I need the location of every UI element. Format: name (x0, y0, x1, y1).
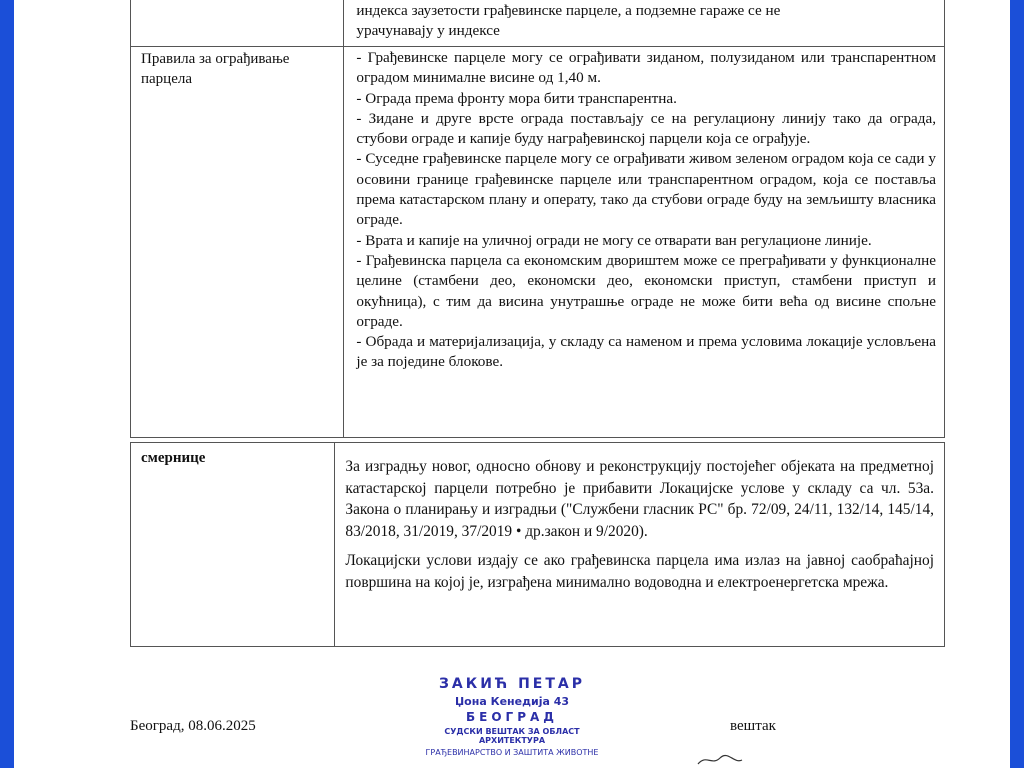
right-border-bar (1010, 0, 1024, 768)
row-label-cell (131, 443, 335, 647)
text-line: урачунавају у индексе (356, 22, 500, 40)
paragraph: За изградњу новог, односно обнову и реконструкцију постојећег објеката на предметној катастарској парцели потребно је прибавити Локацијске услове у складу са чл. 53а. Закона о планирању и изградњи ("Службени гласник РС" бр. 72/09, 24/11, 132/14, 145/14, 83/2018, 31/2019, 37/2019 • др.закон и 9/2020). (345, 458, 934, 540)
row-label: парцела (141, 71, 193, 87)
table-row (131, 443, 945, 647)
bullet-item: - Суседне грађевинске парцеле могу се ограђивати живом зеленом оградом која се сади у осовини границе грађевинске парцеле или транспарентном оградом, која се поставља према катастарском плану и операту, тако да стубови ограде буду на земљишту власника ограде. (356, 150, 936, 229)
row-label: Правила за ограђивање (141, 51, 290, 67)
signature-mark-icon (694, 752, 774, 768)
bullet-item: - Ограда према фронту мора бити транспарентна. (356, 89, 677, 107)
stamp-street: Џона Кенедија 43 (454, 695, 570, 708)
table-cell-empty (131, 0, 344, 47)
stamp-name: ЗАКИЋ ПЕТАР (438, 676, 586, 692)
text-line: индекса заузетости грађевинске парцеле, а подземне гараже се не (356, 2, 781, 19)
bullet-item: - Грађевинска парцела са економским двориштем може се преграђивати у функционалне целине (стамбени део, економски део, економски приступ, стамбени приступ и окућница), с тим да висина унутрашње ограде не може бити већа од висине спољне ограде. (356, 251, 936, 330)
left-border-bar (0, 0, 14, 768)
stamp-city: БЕОГРАД (466, 710, 558, 724)
official-stamp (412, 676, 612, 757)
bullet-item: - Зидане и друге врсте ограда постављају се на регулациону линију тако да ограда, стубови ограде и капије буду награђевинској парцели која се ограђује. (356, 109, 936, 148)
bullet-item: - Врата и капије на уличној огради не могу се отварати ван регулационе линије. (356, 231, 872, 249)
bullet-item: - Обрада и материјализација, у складу са наменом и према условима локације условљена је за поједине блокове. (356, 333, 936, 371)
signature-label: вештак (730, 718, 776, 734)
bullet-item: - Грађевинске парцеле могу се ограђивати зиданом, полузиданом или транспарентном оградом минималне висине од 1,40 м. (356, 49, 936, 87)
table-row (131, 0, 945, 47)
row-label: смернице (141, 450, 206, 466)
stamp-title: СУДСКИ ВЕШТАК ЗА ОБЛАСТ АРХИТЕКТУРА (444, 727, 580, 745)
fencing-rules-cell (344, 47, 945, 438)
row-label-cell (131, 47, 344, 438)
guidelines-table (130, 442, 945, 647)
regulations-table (130, 0, 945, 438)
guidelines-cell (335, 443, 945, 647)
document-page (14, 0, 1010, 768)
stamp-small-text: ГРАЂЕВИНАРСТВО И ЗАШТИТА ЖИВОТНЕ (425, 748, 599, 757)
paragraph: Локацијски услови издају се ако грађевинска парцела има излаз на јавној саобраћајној површина на којој је, изграђена минимално водоводна и електроенергетска мрежа. (345, 552, 934, 591)
table-cell-text (344, 0, 945, 47)
footer-date: Београд, 08.06.2025 (130, 718, 256, 734)
table-row (131, 47, 945, 438)
